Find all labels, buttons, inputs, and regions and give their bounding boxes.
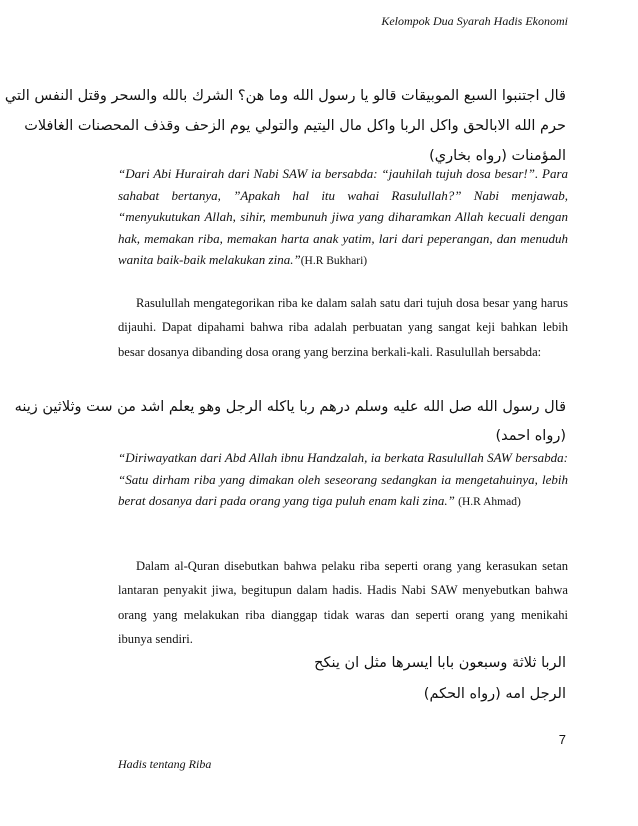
arabic-hadith-1-line-1: قال اجتنبوا السبع الموبيقات قالو يا رسول الله وما هن؟ الشرك بالله والسحر وقتل النفس التي	[4, 88, 566, 104]
running-footer: Hadis tentang Riba	[118, 757, 212, 771]
hadith-2-translation-text: “Diriwayatkan dari Abd Allah ibnu Handzalah, ia berkata Rasulullah SAW bersabda: “Satu dirham riba yang dimakan oleh seseorang sedangkan ia mengetahuinya, lebih berat dosanya dari pada orang yang tiga puluh enam kali zina.”	[118, 450, 568, 508]
arabic-hadith-2-line-2: (رواه احمد)	[495, 428, 566, 444]
running-header: Kelompok Dua Syarah Hadis Ekonomi	[381, 14, 568, 28]
page-number: 7	[558, 732, 566, 747]
hadith-2-source: (H.R Ahmad)	[458, 496, 521, 508]
arabic-hadith-3-line-2: الرجل امه (رواه الحكم)	[423, 686, 566, 702]
arabic-hadith-2-line-1: قال رسول الله صل الله عليه وسلم درهم ربا ياكله الرجل وهو يعلم اشد من ست وثلاثين زينه	[14, 399, 566, 415]
hadith-1-translation-text: “Dari Abi Hurairah dari Nabi SAW ia bersabda: “jauhilah tujuh dosa besar!”. Para sahabat bertanya, ”Apakah hal itu wahai Rasulullah?” Nabi menjawab, “menyukutukan Allah, sihir, membunuh jiwa yang diharamkan Allah kecuali dengan hak, memakan riba, memakan harta anak yatim, lari dari peperangan, dan menuduh wanita baik-baik melakukan zina.”	[118, 166, 568, 267]
arabic-hadith-1-line-3: المؤمنات (رواه بخاري)	[429, 148, 566, 164]
hadith-2-translation	[118, 447, 568, 514]
arabic-hadith-1-line-2: حرم الله الابالحق واكل الربا واكل مال اليتيم والتولي يوم الزحف وقذف المحصنات الغافلات	[24, 118, 566, 134]
arabic-hadith-3-line-1: الربا ثلاثة وسبعون بابا ايسرها مثل ان ينكح	[314, 655, 566, 671]
hadith-1-translation	[118, 163, 568, 273]
paragraph-riba-major-sin: Rasulullah mengategorikan riba ke dalam salah satu dari tujuh dosa besar yang harus dijauhi. Dapat dipahami bahwa riba adalah perbuatan yang sangat keji bahkan lebih besar dosanya dibanding dosa orang yang berzina berkali-kali. Rasulullah bersabda:	[118, 296, 568, 359]
paragraph-quran-riba: Dalam al-Quran disebutkan bahwa pelaku riba seperti orang yang kerasukan setan lantaran penyakit jiwa, begitupun dalam hadis. Hadis Nabi SAW menyebutkan bahwa orang yang melakukan riba dianggap tidak waras dan seperti orang yang menikahi ibunya sendiri.	[118, 559, 568, 646]
hadith-1-source: (H.R Bukhari)	[300, 255, 368, 267]
